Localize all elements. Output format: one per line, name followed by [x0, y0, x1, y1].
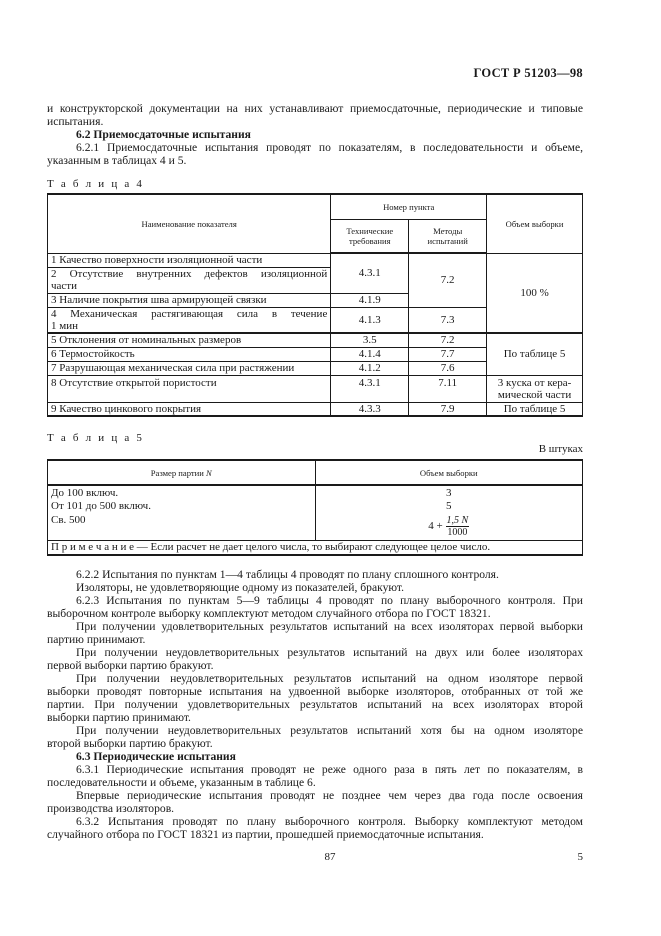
table-4-row-2-name — [48, 267, 331, 293]
table-4-row-4-name — [48, 307, 331, 333]
para-d-line-2: второй выборки партию бракуют. — [47, 737, 213, 750]
table-4-volume-r8 — [487, 375, 583, 402]
table-4-methods-r4: 7.3 — [409, 307, 487, 333]
table-4-caption: Т а б л и ц а 4 — [47, 178, 145, 190]
table-5-header-volume: Объем выборки — [315, 460, 583, 485]
para-c-line-1: При получении неудовлетворительных результатов испытаний на одном изоляторе первой — [76, 672, 583, 685]
table-4-tech-r4: 4.1.3 — [331, 307, 409, 333]
table-4-row-2-name-l2: части — [51, 280, 77, 292]
table-4-row-3-name: 3 Наличие покрытия шва армирующей связки — [48, 293, 331, 307]
table-5-caption: Т а б л и ц а 5 — [47, 432, 145, 444]
table-4-methods-r123: 7.2 — [409, 253, 487, 307]
table-5-note — [48, 540, 583, 555]
para-6-2-2-line-2: Изоляторы, не удовлетворяющие одному из показателей, бракуют. — [76, 581, 404, 594]
para-e-line-1: Впервые периодические испытания проводят не позднее чем через два года после освоения — [76, 789, 583, 802]
intro-line-1: и конструкторской документации на них устанавливают приемосдаточные, периодические и типовые — [47, 102, 583, 115]
table-5-row-2-volume: 5 — [315, 499, 583, 513]
table-5-row-3-size: Св. 500 — [48, 513, 316, 540]
fraction-denominator: 1000 — [447, 526, 468, 538]
para-d-line-1: При получении неудовлетворительных результатов испытаний хотя бы на одном изоляторе — [76, 724, 583, 737]
table-4-tech-r3: 4.1.9 — [331, 293, 409, 307]
table-4-row-4-name-l2: 1 мин — [51, 319, 78, 332]
table-4-header-volume: Объем выборки — [487, 194, 583, 253]
table-5-row-1-size: До 100 включ. — [48, 485, 316, 499]
table-4-volume-r57: По таблице 5 — [487, 333, 583, 375]
table-4-row-4-name-l1: 4 Механическая растягивающая сила в течение — [51, 307, 328, 320]
para-6-3-1-line-1: 6.3.1 Периодические испытания проводят не реже одного раза в пять лет по показателям, в — [76, 763, 583, 776]
table-5-row-3-volume-prefix: 4 + — [428, 519, 443, 532]
table-5 — [47, 459, 583, 556]
table-5-row-3-volume — [315, 513, 583, 540]
table-4-header-methods: Методы испытаний — [409, 219, 487, 253]
para-6-3-2-line-1: 6.3.2 Испытания проводят по плану выборочного контроля. Выборку комплектуют методом — [76, 815, 583, 828]
table-4-header-group: Номер пункта — [331, 194, 487, 219]
table-5-note-label: П р и м е ч а н и е — [51, 541, 134, 554]
table-5-row-3-fraction — [446, 515, 470, 538]
para-b-line-1: При получении неудовлетворительных результатов испытаний на двух или более изоляторах — [76, 646, 583, 659]
table-4-row-6-name: 6 Термостойкость — [48, 347, 331, 361]
para-c-line-2: выборки проводят повторные испытания на удвоенной выборке изоляторов, отобранных от той же — [47, 685, 583, 698]
page-number-right: 5 — [577, 851, 583, 863]
table-4-tech-r12: 4.3.1 — [331, 253, 409, 293]
section-6-3-heading: 6.3 Периодические испытания — [76, 750, 236, 763]
fraction-numerator: 1,5 N — [446, 514, 469, 526]
table-4-volume-r9: По таблице 5 — [487, 402, 583, 416]
para-6-3-1-line-2: последовательности и объеме, указанным в таблице 6. — [47, 776, 316, 789]
table-4-volume-r14: 100 % — [487, 253, 583, 333]
para-c-line-3: партии. При получении удовлетворительных результатов испытаний на всех изоляторах второй — [47, 698, 583, 711]
para-6-2-1-line-1: 6.2.1 Приемосдаточные испытания проводят по показателям, в последовательности и объеме, — [76, 141, 583, 154]
para-a-line-2: партию принимают. — [47, 633, 146, 646]
para-b-line-2: первой выборки партию бракуют. — [47, 659, 214, 672]
table-4-volume-r8-l1: 3 куска от кера- — [497, 376, 572, 389]
table-5-row-2-size: От 101 до 500 включ. — [48, 499, 316, 513]
table-4-row-9-name: 9 Качество цинкового покрытия — [48, 402, 331, 416]
section-6-2-heading: 6.2 Приемосдаточные испытания — [76, 128, 251, 141]
para-6-2-1-line-2: указанным в таблицах 4 и 5. — [47, 154, 187, 167]
para-6-2-3-line-2: выборочном контроле выборку комплектуют методом случайного отбора по ГОСТ 18321. — [47, 607, 491, 620]
page-number-center: 87 — [324, 851, 336, 863]
table-5-header-size — [48, 460, 316, 485]
table-4-methods-r7: 7.6 — [409, 361, 487, 375]
document-code: ГОСТ Р 51203—98 — [473, 66, 583, 80]
table-4-methods-r8: 7.11 — [409, 375, 487, 402]
table-4-row-2-name-l1: 2 Отсутствие внутренних дефектов изоляционной — [51, 268, 328, 280]
para-6-3-2-line-2: случайного отбора по ГОСТ 18321 из партии, прошедшей приемосдаточные испытания. — [47, 828, 484, 841]
table-5-units: В штуках — [538, 443, 583, 455]
table-4-row-5-name: 5 Отклонения от номинальных размеров — [48, 333, 331, 347]
table-4-methods-r6: 7.7 — [409, 347, 487, 361]
table-4-tech-r7: 4.1.2 — [331, 361, 409, 375]
para-a-line-1: При получении удовлетворительных результатов испытаний на всех изоляторах первой выборки — [76, 620, 583, 633]
para-c-line-4: выборки партию принимают. — [47, 711, 191, 724]
table-4-row-7-name: 7 Разрушающая механическая сила при растяжении — [48, 361, 331, 375]
table-4-volume-r8-l2: мической части — [497, 388, 572, 401]
table-4-header-name: Наименование показателя — [48, 194, 331, 253]
para-6-2-3-line-1: 6.2.3 Испытания по пунктам 5—9 таблицы 4 проводят по плану выборочного контроля. При — [76, 594, 583, 607]
table-4-tech-r5: 3.5 — [331, 333, 409, 347]
table-4-row-8-name: 8 Отсутствие открытой пористости — [48, 375, 331, 402]
table-4-row-1-name: 1 Качество поверхности изоляционной части — [48, 253, 331, 267]
table-4-methods-r5: 7.2 — [409, 333, 487, 347]
table-4 — [47, 193, 583, 417]
para-6-2-2-line-1: 6.2.2 Испытания по пунктам 1—4 таблицы 4 проводят по плану сплошного контроля. — [76, 568, 499, 581]
para-e-line-2: производства изоляторов. — [47, 802, 175, 815]
table-5-header-size-label: Размер партии — [150, 467, 204, 478]
table-4-tech-r9: 4.3.3 — [331, 402, 409, 416]
table-5-header-size-var: N — [206, 467, 212, 478]
table-4-methods-r9: 7.9 — [409, 402, 487, 416]
table-4-header-tech: Технические требования — [331, 219, 409, 253]
table-5-note-text: — Если расчет не дает целого числа, то выбирают следующее целое число. — [134, 541, 491, 554]
intro-line-2: испытания. — [47, 115, 104, 128]
table-5-row-1-volume: 3 — [315, 485, 583, 499]
table-4-tech-r8: 4.3.1 — [331, 375, 409, 402]
table-4-tech-r6: 4.1.4 — [331, 347, 409, 361]
